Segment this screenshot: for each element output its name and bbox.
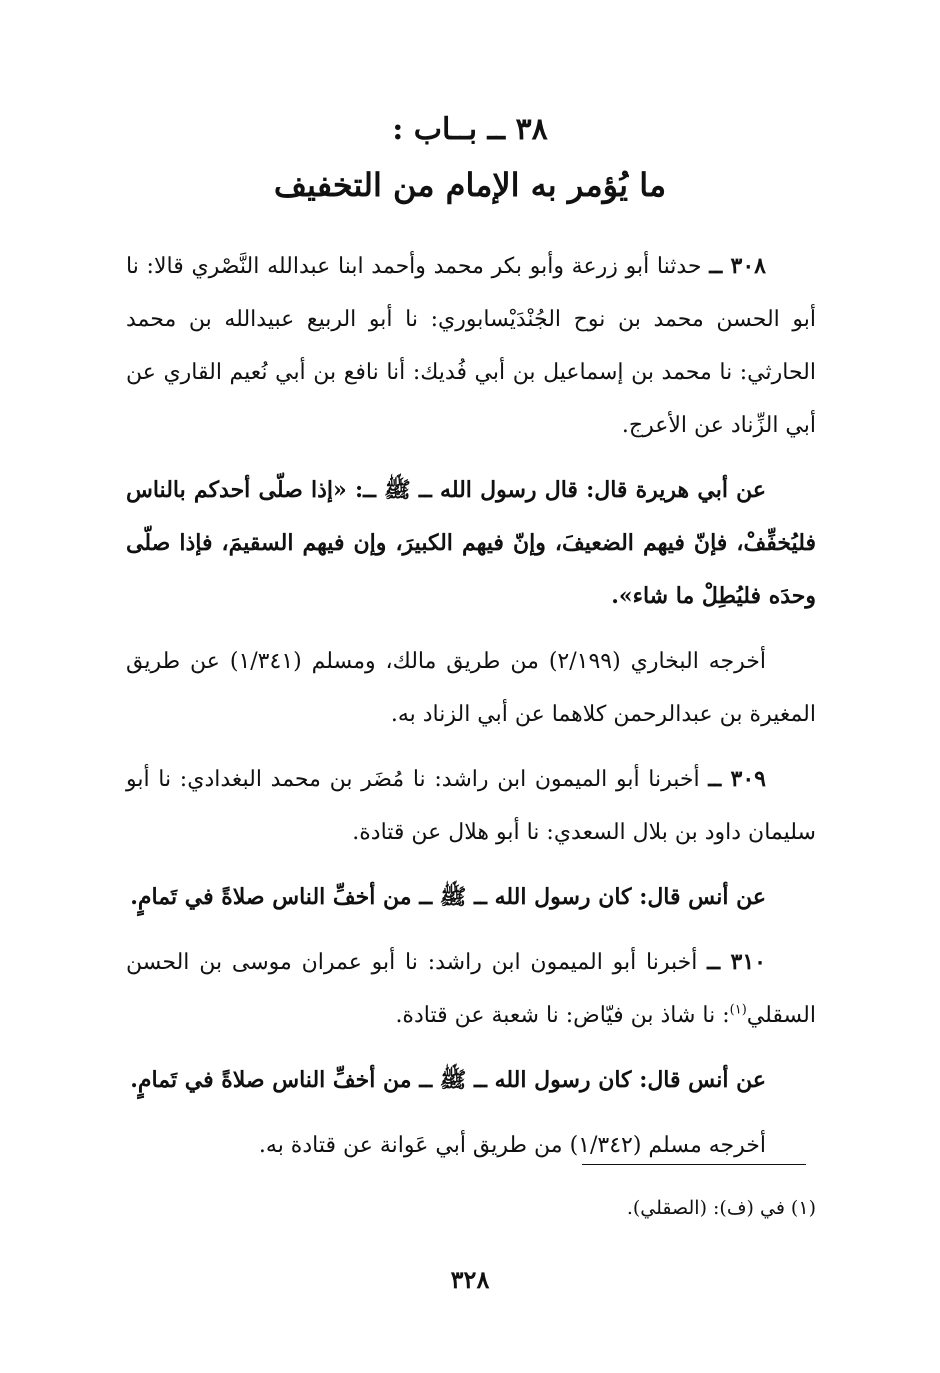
main-text xyxy=(126,240,816,1184)
page-number: ٣٢٨ xyxy=(450,1265,490,1294)
chapter-title: ما يُؤمر به الإمام من التخفيف xyxy=(273,166,667,204)
hadith-308-matn: عن أبي هريرة قال: قال رسول الله ــ ﷺ ــ: «إذا صلّى أحدكم بالناس فليُخفِّفْ، فإنّ فيهم الضعيفَ، وإنّ فيهم الكبيرَ، وإن فيهم السقيمَ، فإذا صلّى وحدَه فليُطِلْ ما شاء». xyxy=(126,477,816,609)
footnote: (١) في (ف): (الصقلي). xyxy=(626,1197,816,1219)
chapter-number: ٣٨ ــ بــاب : xyxy=(392,112,548,147)
footnote-marker[interactable]: (١) xyxy=(729,1002,747,1018)
hadith-number-310: ٣١٠ ــ xyxy=(707,949,766,975)
footnote-divider xyxy=(582,1164,806,1165)
hadith-310-takhrij: أخرجه مسلم (١/٣٤٢) من طريق أبي عَوانة عن قتادة به. xyxy=(258,1133,766,1158)
hadith-310-chain xyxy=(126,936,816,1042)
hadith-310-text-a: أخبرنا أبو الميمون ابن راشد: نا أبو عمران موسى بن الحسن السقلي xyxy=(126,950,816,1028)
hadith-308-chain xyxy=(126,240,816,452)
hadith-308-takhrij: أخرجه البخاري (٢/١٩٩) من طريق مالك، ومسلم (١/٣٤١) عن طريق المغيرة بن عبدالرحمن كلاهما عن أبي الزناد به. xyxy=(126,649,816,727)
hadith-309-text: أخبرنا أبو الميمون ابن راشد: نا مُضَر بن محمد البغدادي: نا أبو سليمان داود بن بلال السعدي: نا أبو هلال عن قتادة. xyxy=(126,767,816,845)
hadith-309-chain xyxy=(126,753,816,859)
hadith-number-309: ٣٠٩ ــ xyxy=(708,766,766,792)
hadith-309-matn: عن أنس قال: كان رسول الله ــ ﷺ ــ من أخفِّ الناس صلاةً في تَمامٍ. xyxy=(130,884,766,910)
hadith-310-text-b: : نا شاذ بن فيّاض: نا شعبة عن قتادة. xyxy=(395,1003,730,1028)
hadith-308-text: حدثنا أبو زرعة وأبو بكر محمد وأحمد ابنا عبدالله النَّصْري قالا: نا أبو الحسن محمد بن نوح الجُنْدَيْسابوري: نا أبو الربيع عبيدالله بن محمد الحارثي: نا محمد بن إسماعيل بن أبي فُديك: أنا نافع بن أبي نُعيم القاري عن أبي الزِّناد عن الأعرج. xyxy=(126,254,816,438)
hadith-310-matn: عن أنس قال: كان رسول الله ــ ﷺ ــ من أخفِّ الناس صلاةً في تَمامٍ. xyxy=(130,1067,766,1093)
hadith-number-308: ٣٠٨ ــ xyxy=(709,253,766,279)
